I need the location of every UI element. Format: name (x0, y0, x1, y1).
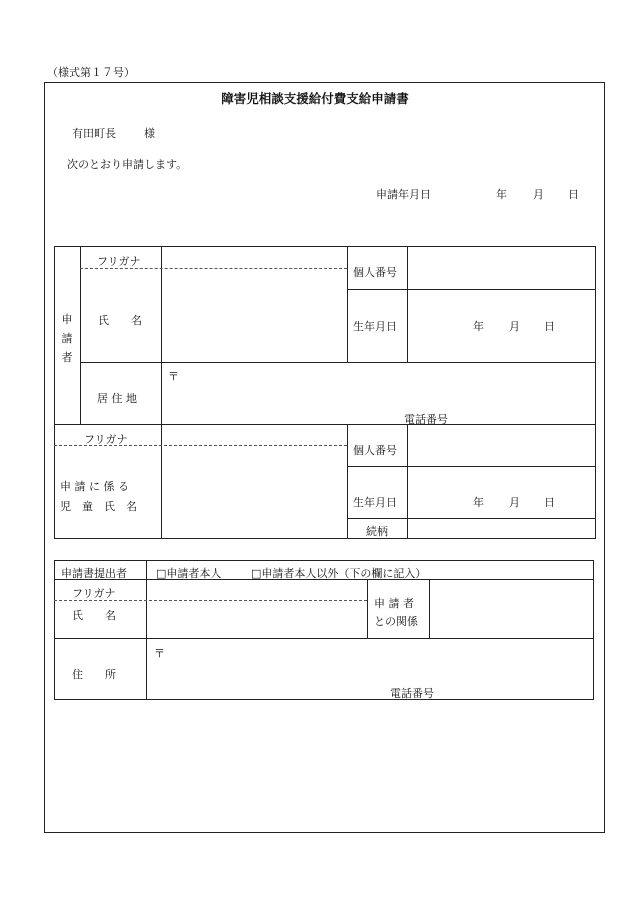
application-date-year: 年 (496, 188, 507, 201)
submitter-phone-label: 電話番号 (390, 687, 434, 700)
applicant-section-label: 申 請 者 (61, 313, 73, 364)
applicant-birth-year: 年 (473, 320, 484, 333)
applicant-phone-label: 電話番号 (404, 413, 448, 426)
intro-text: 次のとおり申請します。 (67, 158, 188, 171)
applicant-furigana-label: フリガナ (97, 255, 141, 268)
applicant-address-label: 居 住 地 (97, 392, 137, 405)
submitter-postal-mark: 〒 (154, 647, 165, 660)
addressee-honorific: 様 (144, 127, 155, 140)
submitter-furigana-label: フリガナ (72, 587, 116, 600)
applicant-birth-month: 月 (509, 320, 520, 333)
application-date-label: 申請年月日 (376, 188, 431, 201)
form-number: （様式第１７号） (47, 66, 135, 79)
child-birth-day: 日 (544, 496, 555, 509)
submitter-name-label: 氏 名 (72, 609, 116, 622)
child-name-label-line1: 申 請 に 係 る (60, 480, 129, 493)
applicant-birth-date-label: 生年月日 (353, 320, 397, 333)
submitter-option-other[interactable]: □申請者本人以外（下の欄に記入） (251, 567, 427, 580)
child-birth-year: 年 (473, 496, 484, 509)
submitter-option-self[interactable]: □申請者本人 (156, 567, 222, 580)
submitter-relation-label-line2: との関係 (374, 615, 418, 628)
child-birth-date-label: 生年月日 (353, 496, 397, 509)
addressee-name: 有田町長 (72, 127, 116, 140)
application-date-day: 日 (568, 188, 579, 201)
child-name-label-line2: 児 童 氏 名 (60, 500, 137, 513)
submitter-address-label: 住 所 (72, 668, 116, 681)
applicant-birth-day: 日 (544, 320, 555, 333)
child-relationship-label: 続柄 (366, 525, 388, 538)
submitter-label: 申請書提出者 (61, 567, 127, 580)
child-furigana-label: フリガナ (84, 433, 128, 446)
submitter-relation-label-line1: 申 請 者 (374, 597, 414, 610)
applicant-postal-mark: 〒 (168, 370, 179, 383)
child-personal-number-label: 個人番号 (353, 444, 397, 457)
applicant-name-label: 氏 名 (98, 314, 142, 327)
child-birth-month: 月 (509, 496, 520, 509)
submitter-table (54, 560, 594, 700)
application-date-month: 月 (533, 188, 544, 201)
form-title: 障害児相談支援給付費支給申請書 (221, 91, 409, 106)
applicant-personal-number-label: 個人番号 (353, 266, 397, 279)
